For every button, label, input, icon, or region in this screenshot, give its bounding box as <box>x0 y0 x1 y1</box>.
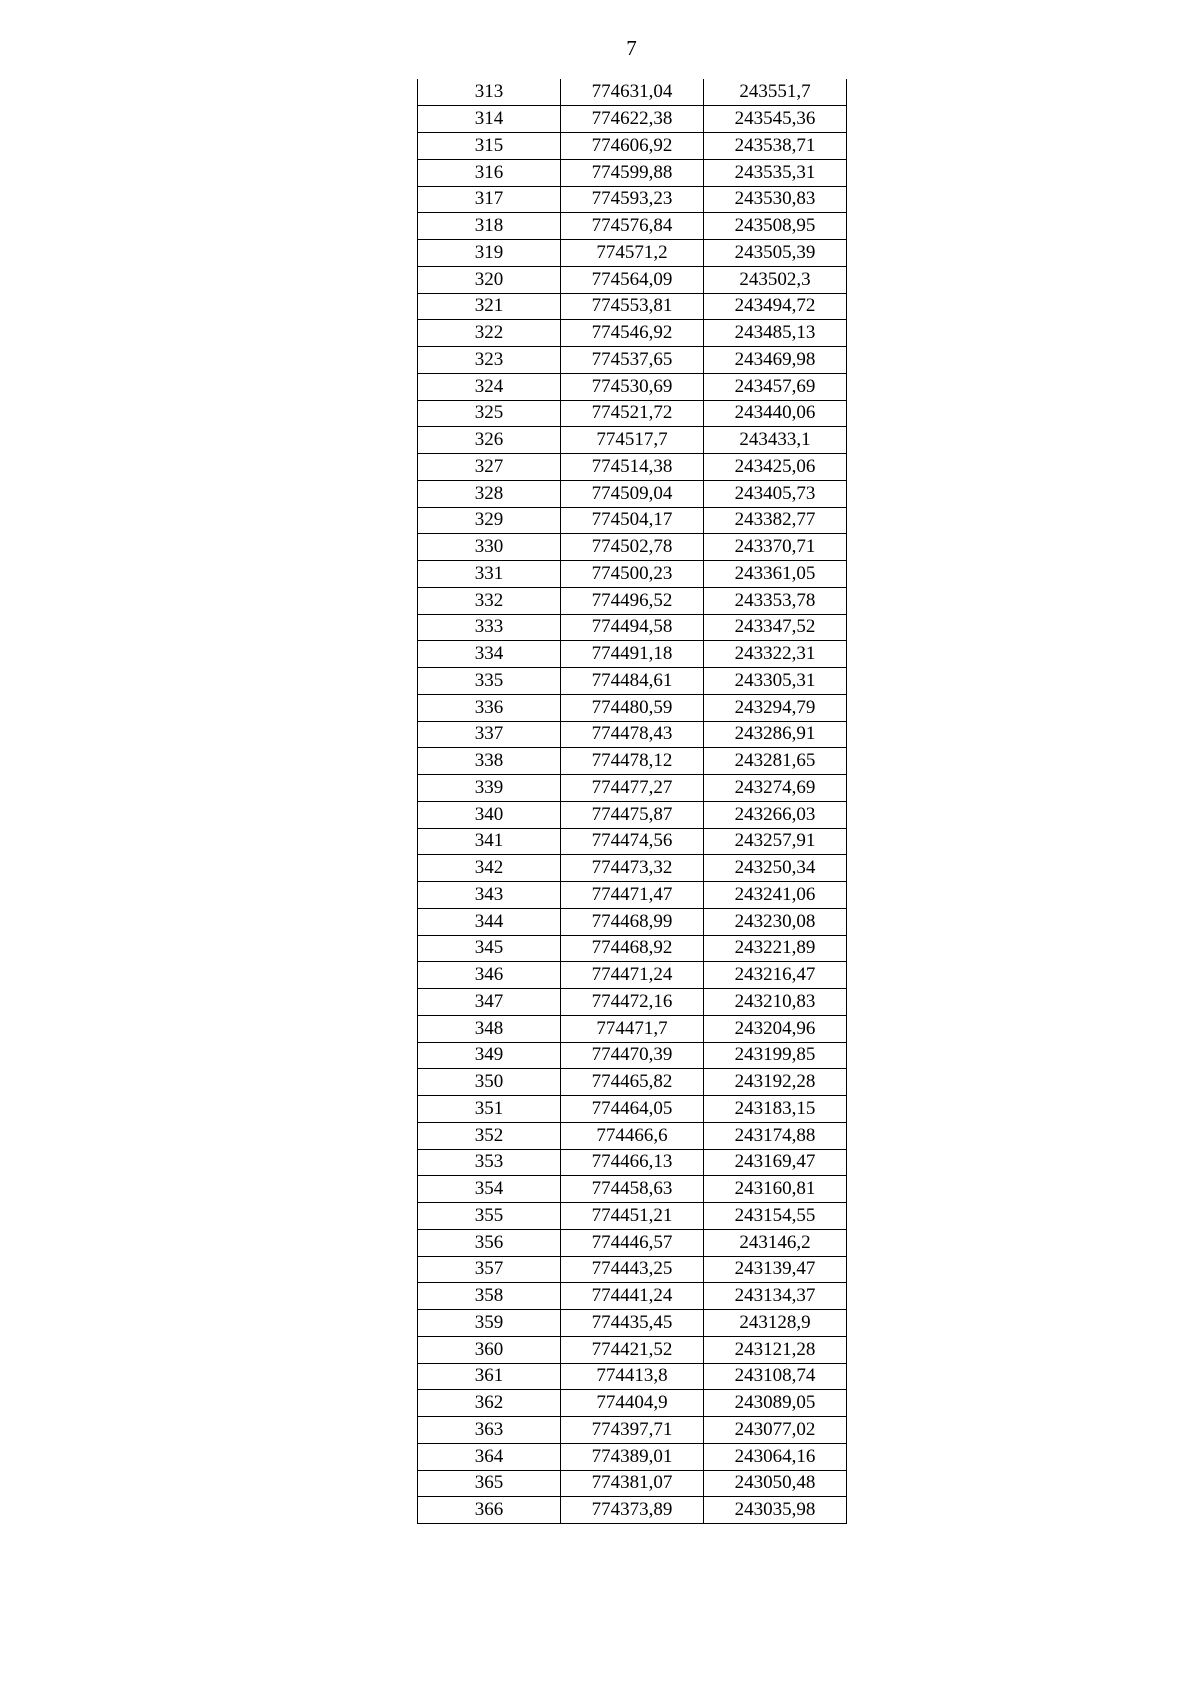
x-coordinate-cell: 774475,87 <box>561 801 704 828</box>
point-number-cell: 333 <box>418 614 561 641</box>
table-row <box>418 1069 847 1096</box>
y-coordinate-cell: 243281,65 <box>704 748 847 775</box>
x-coordinate-cell: 774484,61 <box>561 668 704 695</box>
x-coordinate-cell: 774443,25 <box>561 1256 704 1283</box>
table-row <box>418 694 847 721</box>
y-coordinate-cell: 243551,7 <box>704 79 847 106</box>
y-coordinate-cell: 243425,06 <box>704 454 847 481</box>
y-coordinate-cell: 243146,2 <box>704 1229 847 1256</box>
table-row <box>418 1417 847 1444</box>
table-row <box>418 908 847 935</box>
table-row <box>418 1497 847 1524</box>
y-coordinate-cell: 243154,55 <box>704 1203 847 1230</box>
point-number-cell: 342 <box>418 855 561 882</box>
table-row <box>418 534 847 561</box>
point-number-cell: 351 <box>418 1096 561 1123</box>
y-coordinate-cell: 243505,39 <box>704 240 847 267</box>
y-coordinate-cell: 243382,77 <box>704 507 847 534</box>
point-number-cell: 320 <box>418 266 561 293</box>
table-row <box>418 641 847 668</box>
y-coordinate-cell: 243064,16 <box>704 1443 847 1470</box>
x-coordinate-cell: 774381,07 <box>561 1470 704 1497</box>
y-coordinate-cell: 243210,83 <box>704 989 847 1016</box>
x-coordinate-cell: 774413,8 <box>561 1363 704 1390</box>
x-coordinate-cell: 774466,13 <box>561 1149 704 1176</box>
x-coordinate-cell: 774514,38 <box>561 454 704 481</box>
table-row <box>418 1176 847 1203</box>
point-number-cell: 332 <box>418 587 561 614</box>
point-number-cell: 341 <box>418 828 561 855</box>
table-row <box>418 1015 847 1042</box>
point-number-cell: 337 <box>418 721 561 748</box>
point-number-cell: 356 <box>418 1229 561 1256</box>
x-coordinate-cell: 774458,63 <box>561 1176 704 1203</box>
table-row <box>418 1122 847 1149</box>
table-row <box>418 454 847 481</box>
point-number-cell: 324 <box>418 373 561 400</box>
table-row <box>418 828 847 855</box>
x-coordinate-cell: 774504,17 <box>561 507 704 534</box>
x-coordinate-cell: 774500,23 <box>561 561 704 588</box>
table-row <box>418 1443 847 1470</box>
y-coordinate-cell: 243121,28 <box>704 1336 847 1363</box>
table-row <box>418 400 847 427</box>
point-number-cell: 325 <box>418 400 561 427</box>
y-coordinate-cell: 243485,13 <box>704 320 847 347</box>
x-coordinate-cell: 774477,27 <box>561 775 704 802</box>
table-row <box>418 293 847 320</box>
point-number-cell: 319 <box>418 240 561 267</box>
point-number-cell: 338 <box>418 748 561 775</box>
point-number-cell: 315 <box>418 133 561 160</box>
x-coordinate-cell: 774466,6 <box>561 1122 704 1149</box>
x-coordinate-cell: 774389,01 <box>561 1443 704 1470</box>
x-coordinate-cell: 774509,04 <box>561 480 704 507</box>
x-coordinate-cell: 774553,81 <box>561 293 704 320</box>
x-coordinate-cell: 774471,24 <box>561 962 704 989</box>
point-number-cell: 316 <box>418 159 561 186</box>
table-row <box>418 240 847 267</box>
point-number-cell: 349 <box>418 1042 561 1069</box>
x-coordinate-cell: 774373,89 <box>561 1497 704 1524</box>
y-coordinate-cell: 243199,85 <box>704 1042 847 1069</box>
point-number-cell: 359 <box>418 1310 561 1337</box>
x-coordinate-cell: 774530,69 <box>561 373 704 400</box>
point-number-cell: 355 <box>418 1203 561 1230</box>
y-coordinate-cell: 243469,98 <box>704 347 847 374</box>
point-number-cell: 361 <box>418 1363 561 1390</box>
table-row <box>418 347 847 374</box>
x-coordinate-cell: 774435,45 <box>561 1310 704 1337</box>
x-coordinate-cell: 774622,38 <box>561 106 704 133</box>
x-coordinate-cell: 774546,92 <box>561 320 704 347</box>
table-row <box>418 1229 847 1256</box>
point-number-cell: 331 <box>418 561 561 588</box>
table-row <box>418 320 847 347</box>
point-number-cell: 362 <box>418 1390 561 1417</box>
table-row <box>418 213 847 240</box>
x-coordinate-cell: 774631,04 <box>561 79 704 106</box>
x-coordinate-cell: 774606,92 <box>561 133 704 160</box>
y-coordinate-cell: 243108,74 <box>704 1363 847 1390</box>
x-coordinate-cell: 774521,72 <box>561 400 704 427</box>
y-coordinate-cell: 243530,83 <box>704 186 847 213</box>
table-row <box>418 962 847 989</box>
x-coordinate-cell: 774564,09 <box>561 266 704 293</box>
x-coordinate-cell: 774496,52 <box>561 587 704 614</box>
x-coordinate-cell: 774472,16 <box>561 989 704 1016</box>
table-row <box>418 1042 847 1069</box>
point-number-cell: 313 <box>418 79 561 106</box>
table-row <box>418 587 847 614</box>
y-coordinate-cell: 243183,15 <box>704 1096 847 1123</box>
y-coordinate-cell: 243160,81 <box>704 1176 847 1203</box>
table-row <box>418 989 847 1016</box>
x-coordinate-cell: 774576,84 <box>561 213 704 240</box>
point-number-cell: 364 <box>418 1443 561 1470</box>
point-number-cell: 352 <box>418 1122 561 1149</box>
x-coordinate-cell: 774478,12 <box>561 748 704 775</box>
x-coordinate-cell: 774502,78 <box>561 534 704 561</box>
table-row <box>418 882 847 909</box>
y-coordinate-cell: 243286,91 <box>704 721 847 748</box>
point-number-cell: 334 <box>418 641 561 668</box>
y-coordinate-cell: 243050,48 <box>704 1470 847 1497</box>
table-row <box>418 186 847 213</box>
table-row <box>418 668 847 695</box>
point-number-cell: 353 <box>418 1149 561 1176</box>
x-coordinate-cell: 774593,23 <box>561 186 704 213</box>
y-coordinate-cell: 243169,47 <box>704 1149 847 1176</box>
y-coordinate-cell: 243370,71 <box>704 534 847 561</box>
y-coordinate-cell: 243440,06 <box>704 400 847 427</box>
point-number-cell: 318 <box>418 213 561 240</box>
table-row <box>418 373 847 400</box>
y-coordinate-cell: 243361,05 <box>704 561 847 588</box>
y-coordinate-cell: 243241,06 <box>704 882 847 909</box>
point-number-cell: 322 <box>418 320 561 347</box>
y-coordinate-cell: 243221,89 <box>704 935 847 962</box>
point-number-cell: 335 <box>418 668 561 695</box>
point-number-cell: 330 <box>418 534 561 561</box>
y-coordinate-cell: 243250,34 <box>704 855 847 882</box>
y-coordinate-cell: 243089,05 <box>704 1390 847 1417</box>
x-coordinate-cell: 774464,05 <box>561 1096 704 1123</box>
y-coordinate-cell: 243294,79 <box>704 694 847 721</box>
y-coordinate-cell: 243494,72 <box>704 293 847 320</box>
y-coordinate-cell: 243405,73 <box>704 480 847 507</box>
point-number-cell: 350 <box>418 1069 561 1096</box>
x-coordinate-cell: 774571,2 <box>561 240 704 267</box>
point-number-cell: 317 <box>418 186 561 213</box>
point-number-cell: 321 <box>418 293 561 320</box>
table-row <box>418 480 847 507</box>
table-row <box>418 1283 847 1310</box>
point-number-cell: 314 <box>418 106 561 133</box>
x-coordinate-cell: 774491,18 <box>561 641 704 668</box>
point-number-cell: 348 <box>418 1015 561 1042</box>
table-row <box>418 801 847 828</box>
coordinates-table <box>417 79 847 1524</box>
y-coordinate-cell: 243257,91 <box>704 828 847 855</box>
y-coordinate-cell: 243274,69 <box>704 775 847 802</box>
x-coordinate-cell: 774471,7 <box>561 1015 704 1042</box>
y-coordinate-cell: 243508,95 <box>704 213 847 240</box>
table-row <box>418 1336 847 1363</box>
point-number-cell: 339 <box>418 775 561 802</box>
y-coordinate-cell: 243535,31 <box>704 159 847 186</box>
table-row <box>418 1149 847 1176</box>
y-coordinate-cell: 243433,1 <box>704 427 847 454</box>
table-row <box>418 614 847 641</box>
table-row <box>418 159 847 186</box>
y-coordinate-cell: 243230,08 <box>704 908 847 935</box>
point-number-cell: 328 <box>418 480 561 507</box>
x-coordinate-cell: 774468,92 <box>561 935 704 962</box>
y-coordinate-cell: 243035,98 <box>704 1497 847 1524</box>
x-coordinate-cell: 774473,32 <box>561 855 704 882</box>
point-number-cell: 336 <box>418 694 561 721</box>
y-coordinate-cell: 243174,88 <box>704 1122 847 1149</box>
table-row <box>418 106 847 133</box>
point-number-cell: 358 <box>418 1283 561 1310</box>
table-row <box>418 133 847 160</box>
point-number-cell: 346 <box>418 962 561 989</box>
x-coordinate-cell: 774517,7 <box>561 427 704 454</box>
table-row <box>418 1390 847 1417</box>
point-number-cell: 347 <box>418 989 561 1016</box>
y-coordinate-cell: 243305,31 <box>704 668 847 695</box>
table-row <box>418 935 847 962</box>
point-number-cell: 344 <box>418 908 561 935</box>
table-row <box>418 1363 847 1390</box>
x-coordinate-cell: 774468,99 <box>561 908 704 935</box>
y-coordinate-cell: 243347,52 <box>704 614 847 641</box>
x-coordinate-cell: 774599,88 <box>561 159 704 186</box>
point-number-cell: 366 <box>418 1497 561 1524</box>
x-coordinate-cell: 774470,39 <box>561 1042 704 1069</box>
x-coordinate-cell: 774474,56 <box>561 828 704 855</box>
table-row <box>418 748 847 775</box>
y-coordinate-cell: 243538,71 <box>704 133 847 160</box>
table-row <box>418 775 847 802</box>
y-coordinate-cell: 243139,47 <box>704 1256 847 1283</box>
y-coordinate-cell: 243192,28 <box>704 1069 847 1096</box>
table-row <box>418 79 847 106</box>
point-number-cell: 354 <box>418 1176 561 1203</box>
x-coordinate-cell: 774478,43 <box>561 721 704 748</box>
table-row <box>418 1256 847 1283</box>
x-coordinate-cell: 774465,82 <box>561 1069 704 1096</box>
table-row <box>418 721 847 748</box>
table-row <box>418 266 847 293</box>
y-coordinate-cell: 243457,69 <box>704 373 847 400</box>
x-coordinate-cell: 774537,65 <box>561 347 704 374</box>
x-coordinate-cell: 774471,47 <box>561 882 704 909</box>
point-number-cell: 329 <box>418 507 561 534</box>
x-coordinate-cell: 774397,71 <box>561 1417 704 1444</box>
y-coordinate-cell: 243077,02 <box>704 1417 847 1444</box>
table-row <box>418 855 847 882</box>
point-number-cell: 365 <box>418 1470 561 1497</box>
table-row <box>418 427 847 454</box>
x-coordinate-cell: 774480,59 <box>561 694 704 721</box>
y-coordinate-cell: 243266,03 <box>704 801 847 828</box>
table-row <box>418 1096 847 1123</box>
point-number-cell: 363 <box>418 1417 561 1444</box>
point-number-cell: 340 <box>418 801 561 828</box>
page-number: 7 <box>626 36 637 60</box>
y-coordinate-cell: 243134,37 <box>704 1283 847 1310</box>
point-number-cell: 343 <box>418 882 561 909</box>
y-coordinate-cell: 243128,9 <box>704 1310 847 1337</box>
table-row <box>418 507 847 534</box>
coordinates-table-body <box>418 79 847 1524</box>
point-number-cell: 327 <box>418 454 561 481</box>
x-coordinate-cell: 774404,9 <box>561 1390 704 1417</box>
y-coordinate-cell: 243353,78 <box>704 587 847 614</box>
table-row <box>418 1310 847 1337</box>
x-coordinate-cell: 774494,58 <box>561 614 704 641</box>
y-coordinate-cell: 243545,36 <box>704 106 847 133</box>
x-coordinate-cell: 774441,24 <box>561 1283 704 1310</box>
point-number-cell: 323 <box>418 347 561 374</box>
x-coordinate-cell: 774446,57 <box>561 1229 704 1256</box>
x-coordinate-cell: 774451,21 <box>561 1203 704 1230</box>
y-coordinate-cell: 243502,3 <box>704 266 847 293</box>
x-coordinate-cell: 774421,52 <box>561 1336 704 1363</box>
table-row <box>418 1470 847 1497</box>
table-row <box>418 561 847 588</box>
y-coordinate-cell: 243216,47 <box>704 962 847 989</box>
y-coordinate-cell: 243322,31 <box>704 641 847 668</box>
point-number-cell: 345 <box>418 935 561 962</box>
point-number-cell: 360 <box>418 1336 561 1363</box>
y-coordinate-cell: 243204,96 <box>704 1015 847 1042</box>
point-number-cell: 357 <box>418 1256 561 1283</box>
table-row <box>418 1203 847 1230</box>
point-number-cell: 326 <box>418 427 561 454</box>
